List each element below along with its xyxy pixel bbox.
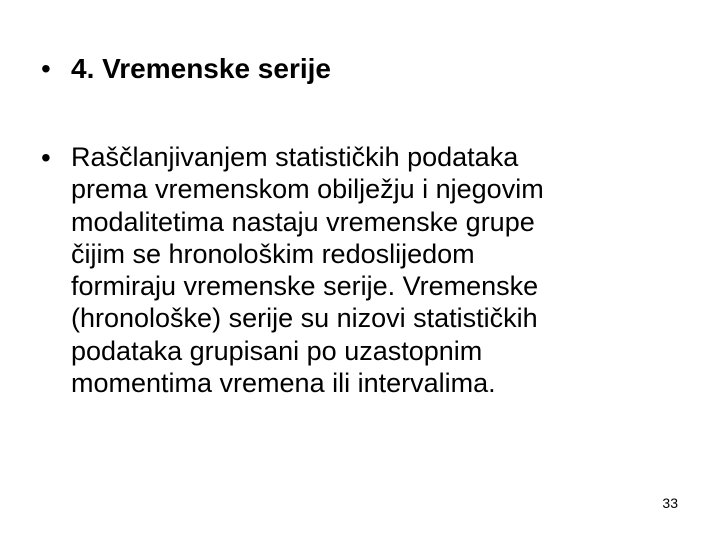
body-bullet: [41, 141, 661, 399]
body-line: (hronološke) serije su nizovi statističkih: [71, 303, 538, 334]
body-line: čijim se hronološkim redoslijedom: [71, 238, 475, 269]
slide-title-bullet: [41, 52, 661, 86]
bullet-marker: •: [41, 53, 51, 84]
body-paragraph: [71, 141, 646, 399]
body-line: prema vremenskom obilježju i njegovim: [71, 174, 544, 205]
bullet-marker: •: [41, 142, 51, 173]
body-line: formiraju vremenske serije. Vremenske: [71, 271, 539, 302]
body-line: podataka grupisani po uzastopnim: [71, 335, 483, 366]
body-line: modalitetima nastaju vremenske grupe: [71, 206, 535, 237]
body-line: momentima vremena ili intervalima.: [71, 368, 496, 399]
slide-title: 4. Vremenske serije: [71, 53, 331, 84]
page-number: 33: [662, 495, 678, 511]
body-line: Raščlanjivanjem statističkih podataka: [71, 142, 519, 172]
